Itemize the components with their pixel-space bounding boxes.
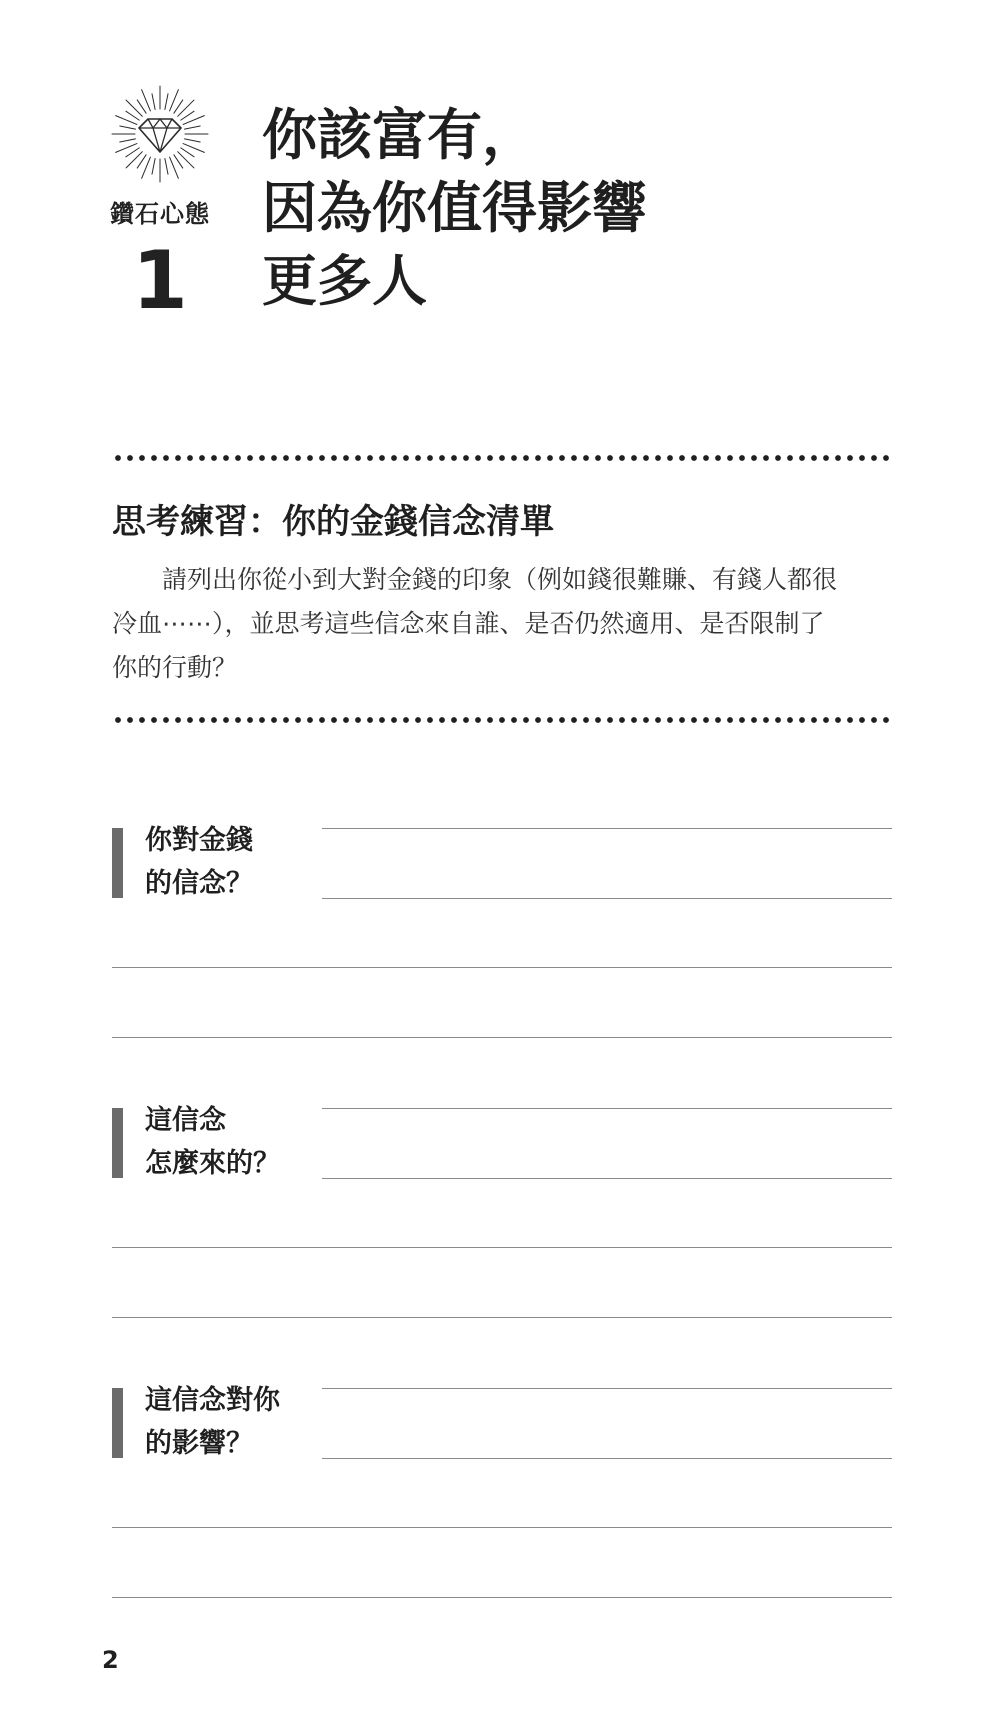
- question-marker-bar: [112, 1108, 123, 1178]
- exercise-body-line: 請列出你從小到大對金錢的印象（例如錢很難賺、有錢人都很: [162, 565, 838, 594]
- chapter-title-line: 因為你值得影響: [262, 175, 648, 240]
- page-number: 2: [102, 1646, 119, 1674]
- answer-line[interactable]: [322, 1178, 892, 1179]
- exercise-body-line: 你的行動？: [112, 653, 238, 682]
- question-marker-bar: [112, 1388, 123, 1458]
- question-marker-bar: [112, 828, 123, 898]
- answer-line[interactable]: [112, 1527, 892, 1528]
- answer-line[interactable]: [112, 1597, 892, 1598]
- question-block: [112, 1385, 892, 1648]
- question-label-line: 的影響？: [145, 1428, 253, 1459]
- answer-line[interactable]: [112, 1037, 892, 1038]
- question-label-line: 這信念對你: [145, 1385, 280, 1416]
- exercise-body-line: 冷血⋯⋯），並思考這些信念來自誰、是否仍然適用、是否限制了: [112, 609, 825, 638]
- answer-line[interactable]: [322, 898, 892, 899]
- chapter-badge: [96, 84, 224, 327]
- badge-label: 鑽石心態: [110, 200, 210, 228]
- answer-line[interactable]: [112, 967, 892, 968]
- question-label-line: 這信念: [145, 1105, 226, 1136]
- question-label-line: 你對金錢: [145, 825, 253, 856]
- question-label: [145, 1099, 280, 1185]
- chapter-title-line: 更多人: [262, 248, 428, 313]
- question-label: [145, 819, 253, 905]
- dotted-divider-top: [112, 455, 892, 461]
- question-block: [112, 1105, 892, 1368]
- chapter-title-line: 你該富有，: [262, 102, 538, 167]
- question-block: [112, 825, 892, 1088]
- question-label-line: 怎麼來的？: [145, 1148, 280, 1179]
- chapter-number: 1: [132, 234, 188, 327]
- answer-line[interactable]: [322, 1108, 892, 1109]
- answer-line[interactable]: [322, 1458, 892, 1459]
- question-label: [145, 1379, 280, 1465]
- dotted-divider-bottom: [112, 717, 892, 723]
- diamond-burst-icon: [110, 84, 210, 184]
- answer-line[interactable]: [322, 1388, 892, 1389]
- answer-line[interactable]: [112, 1317, 892, 1318]
- exercise-body: [112, 558, 894, 690]
- exercise-title: 思考練習：你的金錢信念清單: [112, 502, 554, 542]
- answer-line[interactable]: [322, 828, 892, 829]
- question-label-line: 的信念？: [145, 868, 253, 899]
- chapter-title: [262, 98, 647, 317]
- answer-line[interactable]: [112, 1247, 892, 1248]
